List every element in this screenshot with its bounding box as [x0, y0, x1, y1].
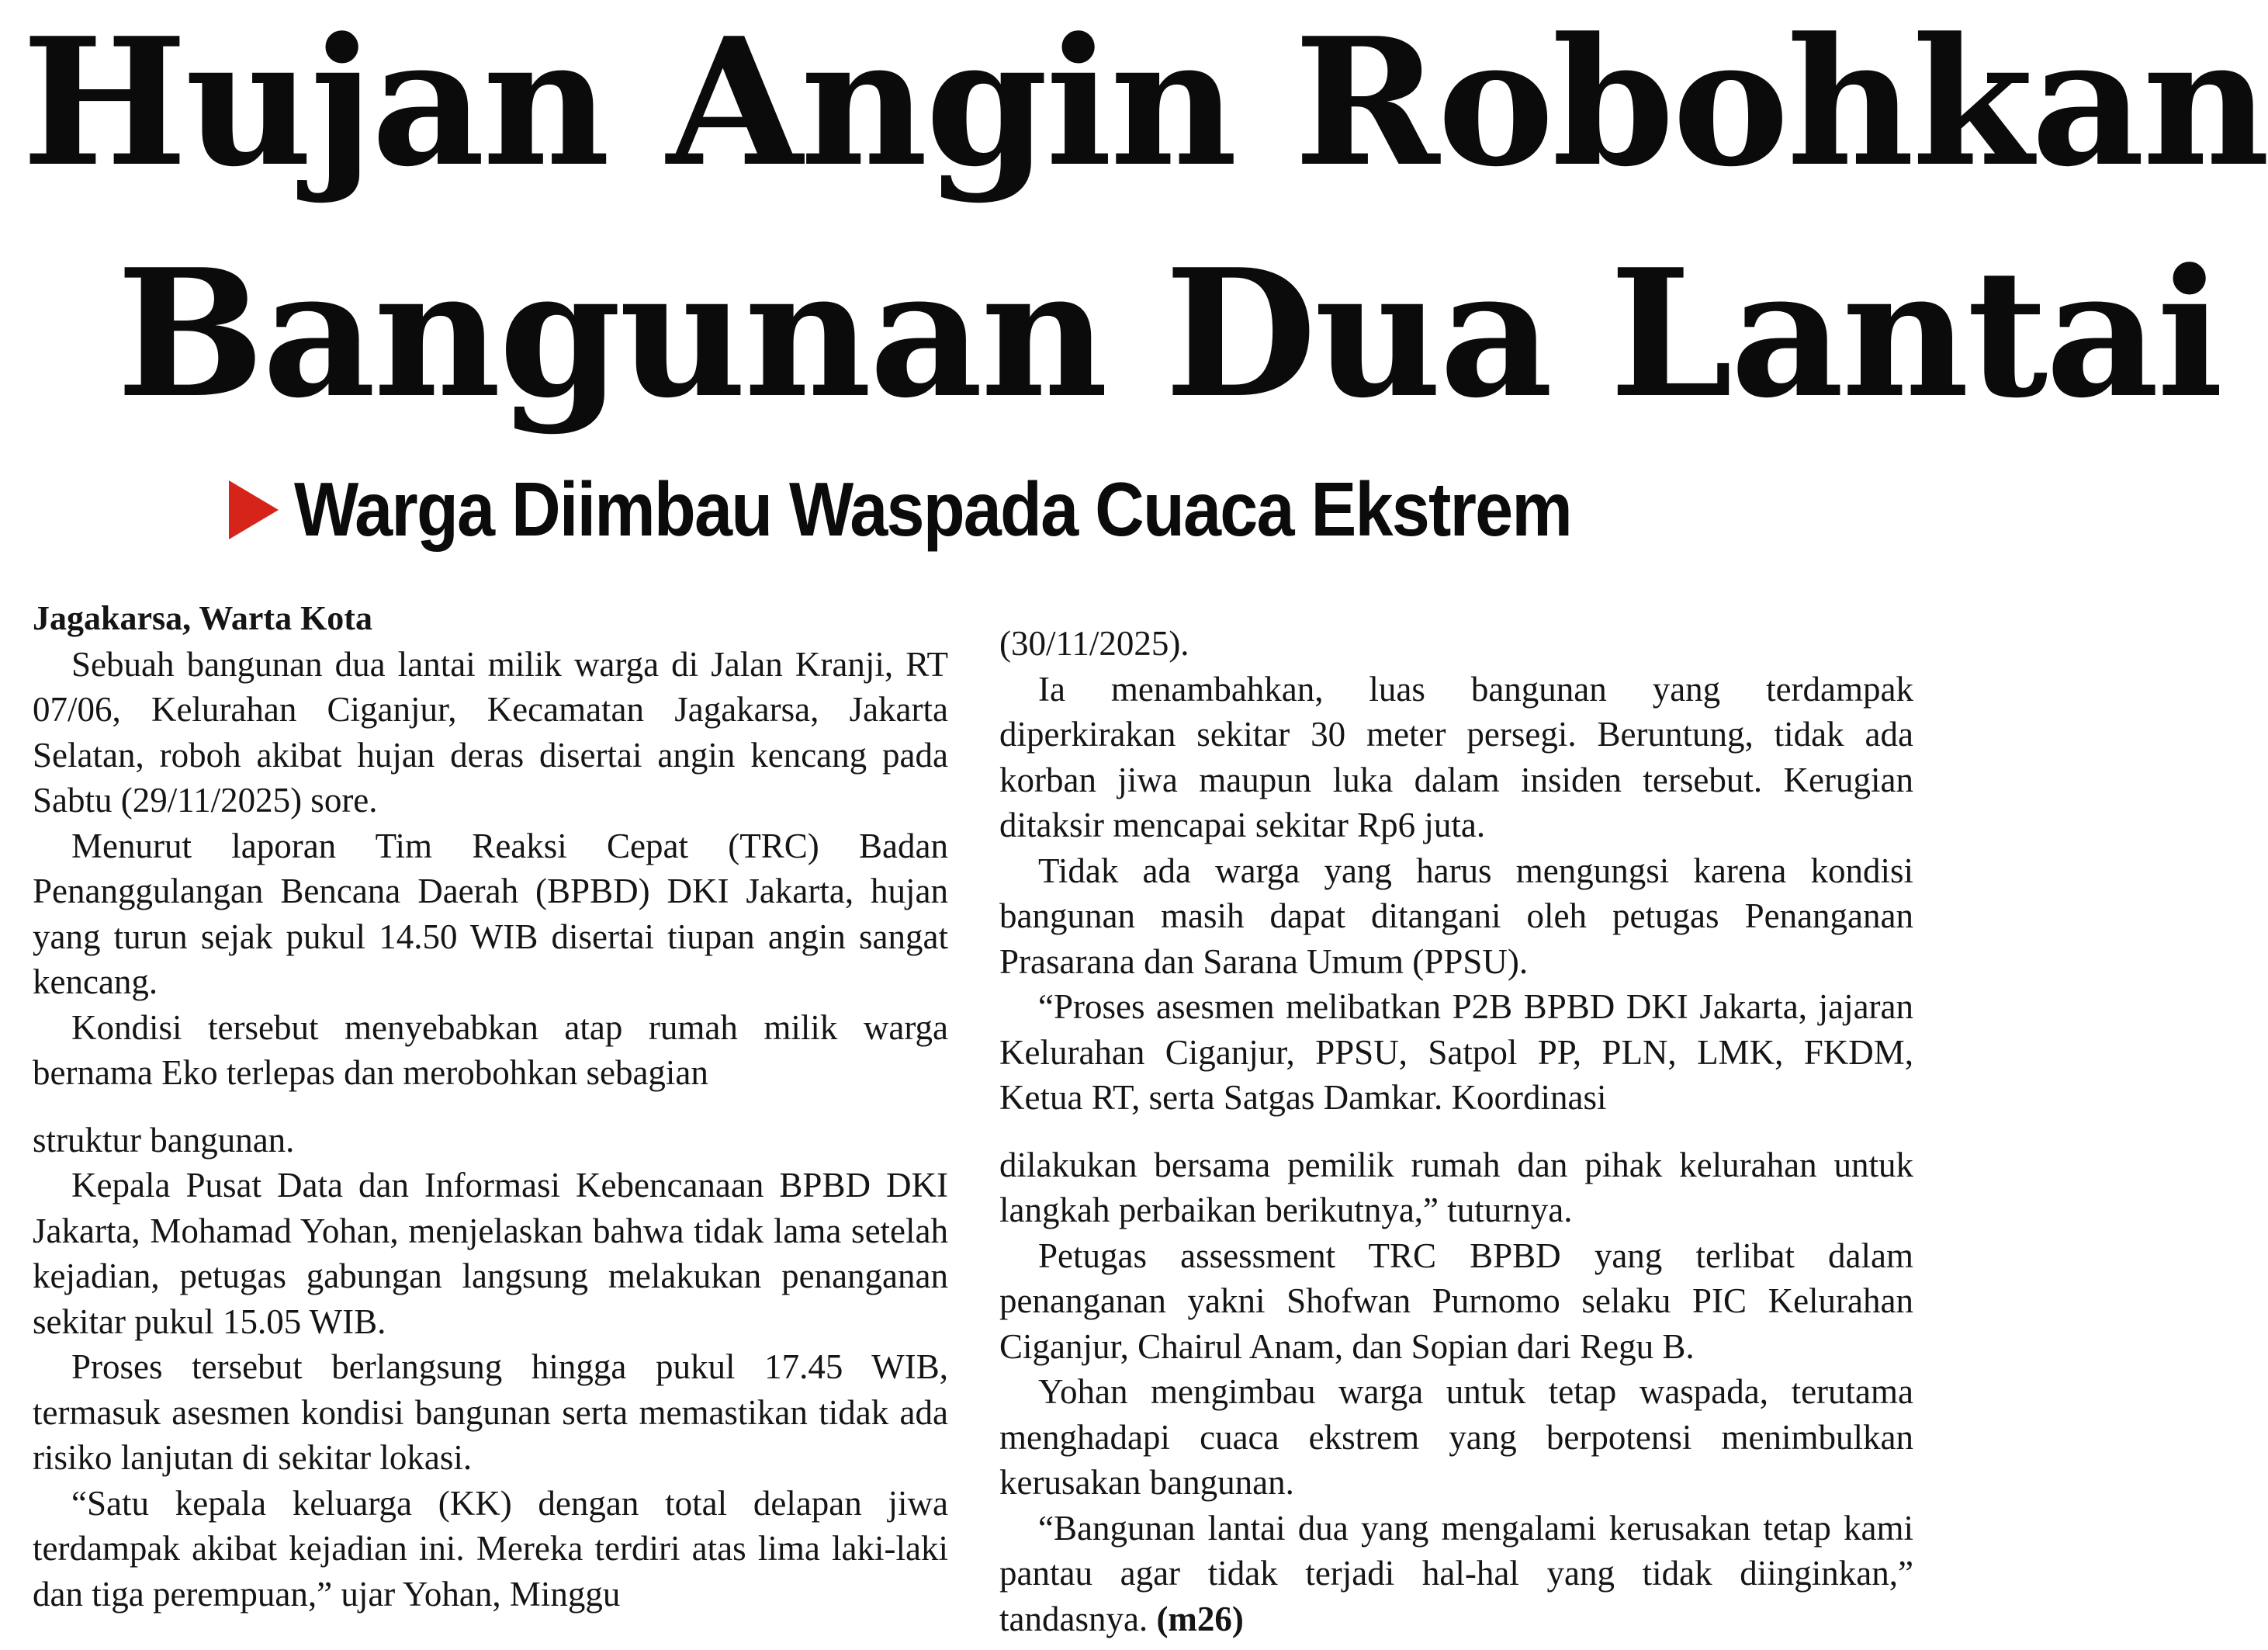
paragraph: Sebuah bangunan dua lantai milik warga di Jalan Kranji, RT 07/06, Kelurahan Ciganjur, Kecamatan Jagakarsa, Jakarta Selatan, roboh akibat hujan deras disertai angin kencang pada Sabtu (29/11/2025) sore. [33, 644, 948, 820]
paragraph: Kondisi tersebut menyebabkan atap rumah milik warga bernama Eko terlepas dan merobohkan sebagian [33, 1007, 948, 1092]
paragraph-continuation: struktur bangunan. [33, 1120, 295, 1160]
paragraph-final [999, 1506, 1913, 1642]
article-column-right [999, 621, 1913, 1641]
red-triangle-bullet-icon [229, 480, 279, 539]
paragraph: “Proses asesmen melibatkan P2B BPBD DKI Jakarta, jajaran Kelurahan Ciganjur, PPSU, Satpol PP, PLN, LMK, FKDM, Ketua RT, serta Satgas Damkar. Koordinasi [999, 987, 1913, 1117]
paragraph-continuation: (30/11/2025). [999, 624, 1189, 663]
article-column-left [33, 596, 948, 1617]
paragraph: Tidak ada warga yang harus mengungsi karena kondisi bangunan masih dapat ditangani oleh petugas Penanganan Prasarana dan Sarana Umum (PPSU). [999, 851, 1913, 981]
subheadline-text: Warga Diimbau Waspada Cuaca Ekstrem [294, 466, 1572, 552]
column-spacer [33, 1096, 948, 1118]
subheadline [229, 466, 1713, 553]
paragraph-final-text: “Bangunan lantai dua yang mengalami kerusakan tetap kami pantau agar tidak terjadi hal-hal yang tidak diinginkan,” tandasnya. [999, 1508, 1913, 1638]
paragraph: Petugas assessment TRC BPBD yang terlibat dalam penanganan yakni Shofwan Purnomo selaku PIC Kelurahan Ciganjur, Chairul Anam, dan Sopian dari Regu B. [999, 1236, 1913, 1366]
headline-line-2: Bangunan Dua Lantai [116, 231, 2221, 437]
paragraph: Ia menambahkan, luas bangunan yang terdampak diperkirakan sekitar 30 meter persegi. Beruntung, tidak ada korban jiwa maupun luka dalam insiden tersebut. Kerugian ditaksir mencapai sekitar Rp6 juta. [999, 669, 1913, 844]
paragraph: Proses tersebut berlangsung hingga pukul 17.45 WIB, termasuk asesmen kondisi bangunan serta memastikan tidak ada risiko lanjutan di sekitar lokasi. [33, 1347, 948, 1477]
paragraph: Menurut laporan Tim Reaksi Cepat (TRC) Badan Penanggulangan Bencana Daerah (BPBD) DKI Jakarta, hujan yang turun sejak pukul 14.50 WIB disertai tiupan angin sangat kencang. [33, 826, 948, 1001]
paragraph-continuation: dilakukan bersama pemilik rumah dan pihak kelurahan untuk langkah perbaikan berikutnya,” tuturnya. [999, 1145, 1913, 1229]
headline-line-1: Hujan Angin Robohkan [22, 0, 2268, 206]
paragraph: Kepala Pusat Data dan Informasi Kebencanaan BPBD DKI Jakarta, Mohamad Yohan, menjelaskan bahwa tidak lama setelah kejadian, petugas gabungan langsung melakukan penanganan sekitar pukul 15.05 WIB. [33, 1166, 948, 1341]
paragraph: Yohan mengimbau warga untuk tetap waspada, terutama menghadapi cuaca ekstrem yang berpotensi menimbulkan kerusakan bangunan. [999, 1372, 1913, 1502]
author-signature: (m26) [1156, 1599, 1244, 1638]
column-spacer [999, 1121, 1913, 1142]
paragraph: “Satu kepala keluarga (KK) dengan total delapan jiwa terdampak akibat kejadian ini. Mereka terdiri atas lima laki-laki dan tiga perempuan,” ujar Yohan, Minggu [33, 1483, 948, 1614]
dateline: Jagakarsa, Warta Kota [33, 599, 372, 637]
